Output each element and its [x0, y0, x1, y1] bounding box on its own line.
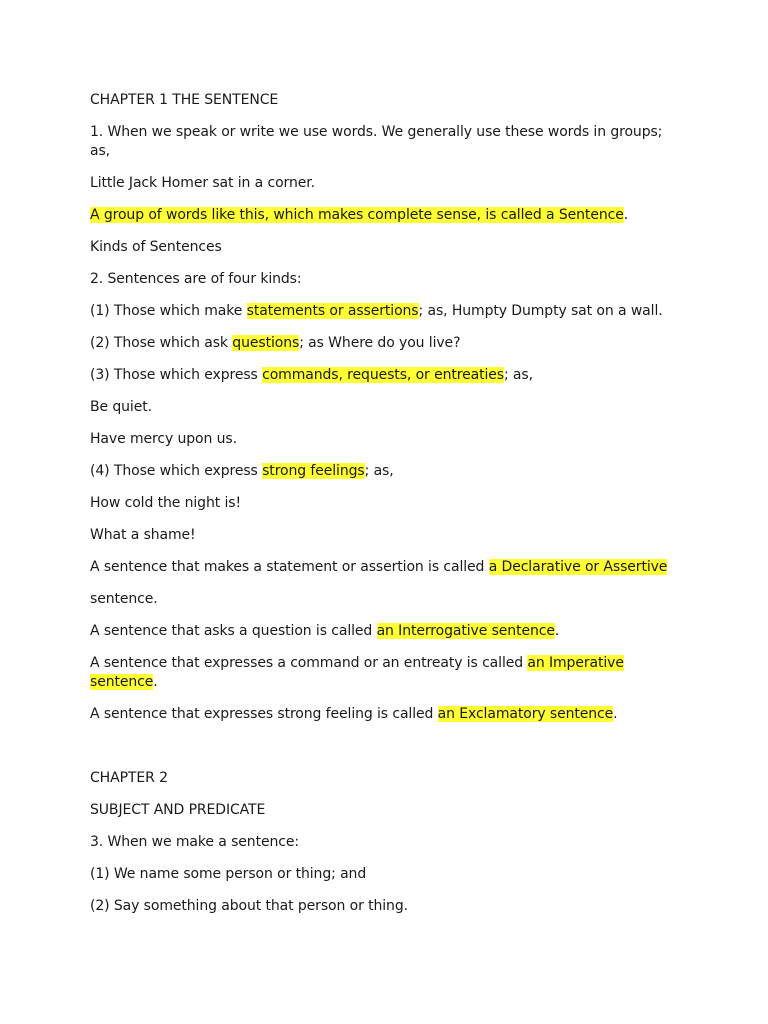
definition-period: .	[623, 207, 629, 223]
example-be-quiet: Be quiet.	[90, 399, 152, 415]
highlight-statements: statements or assertions	[246, 303, 419, 319]
highlight-strong-feelings: strong feelings	[262, 463, 365, 479]
kind-2-post: ; as Where do you live?	[299, 335, 461, 351]
kind-3-post: ; as,	[503, 367, 533, 383]
declarative-pre: A sentence that makes a statement or assertion is called	[90, 559, 489, 575]
kind-3	[90, 366, 680, 385]
example-what-a-shame: What a shame!	[90, 527, 196, 543]
chapter-2-heading: CHAPTER 2	[90, 770, 168, 786]
kind-1	[90, 302, 680, 321]
highlight-questions: questions	[232, 335, 300, 351]
kind-4-pre: (4) Those which express	[90, 463, 263, 479]
exclamatory-pre: A sentence that expresses strong feeling is called	[90, 706, 438, 722]
paragraph-2: 2. Sentences are of four kinds:	[90, 271, 302, 287]
chapter-2-subheading: SUBJECT AND PREDICATE	[90, 802, 266, 818]
paragraph-3: 3. When we make a sentence:	[90, 834, 299, 850]
imperative-post: .	[153, 674, 158, 690]
kind-3-pre: (3) Those which express	[90, 367, 263, 383]
kind-1-pre: (1) Those which make	[90, 303, 247, 319]
definition-imperative	[90, 654, 680, 692]
definition-declarative-continued: sentence.	[90, 591, 158, 607]
kind-4-post: ; as,	[364, 463, 394, 479]
example-jack-homer: Little Jack Homer sat in a corner.	[90, 175, 315, 191]
highlight-interrogative: an Interrogative sentence	[376, 623, 555, 639]
highlight-imperative: an Imperative sentence	[90, 655, 624, 690]
imperative-pre: A sentence that expresses a command or an entreaty is called	[90, 655, 528, 671]
interrogative-post: .	[554, 623, 560, 639]
point-1: (1) We name some person or thing; and	[90, 866, 367, 882]
kind-2-pre: (2) Those which ask	[90, 335, 233, 351]
paragraph-1: 1. When we speak or write we use words. We generally use these words in groups; as,	[90, 124, 663, 159]
document-page	[90, 91, 680, 929]
sentence-definition	[90, 206, 680, 225]
highlight-exclamatory: an Exclamatory sentence	[437, 706, 614, 722]
interrogative-pre: A sentence that asks a question is called	[90, 623, 377, 639]
highlight-commands: commands, requests, or entreaties	[262, 367, 504, 383]
example-how-cold: How cold the night is!	[90, 495, 241, 511]
kind-1-post: ; as, Humpty Dumpty sat on a wall.	[418, 303, 663, 319]
definition-declarative	[90, 558, 680, 577]
kind-2	[90, 334, 680, 353]
chapter-1-heading: CHAPTER 1 THE SENTENCE	[90, 92, 279, 108]
kind-4	[90, 462, 680, 481]
definition-exclamatory	[90, 705, 680, 724]
exclamatory-post: .	[613, 706, 618, 722]
point-2: (2) Say something about that person or thing.	[90, 898, 408, 914]
highlight-definition: A group of words like this, which makes complete sense, is called a Sentence	[90, 207, 624, 223]
definition-interrogative	[90, 622, 680, 641]
kinds-heading: Kinds of Sentences	[90, 239, 222, 255]
example-have-mercy: Have mercy upon us.	[90, 431, 237, 447]
highlight-declarative: a Declarative or Assertive	[488, 559, 668, 575]
section-spacer	[90, 737, 680, 769]
